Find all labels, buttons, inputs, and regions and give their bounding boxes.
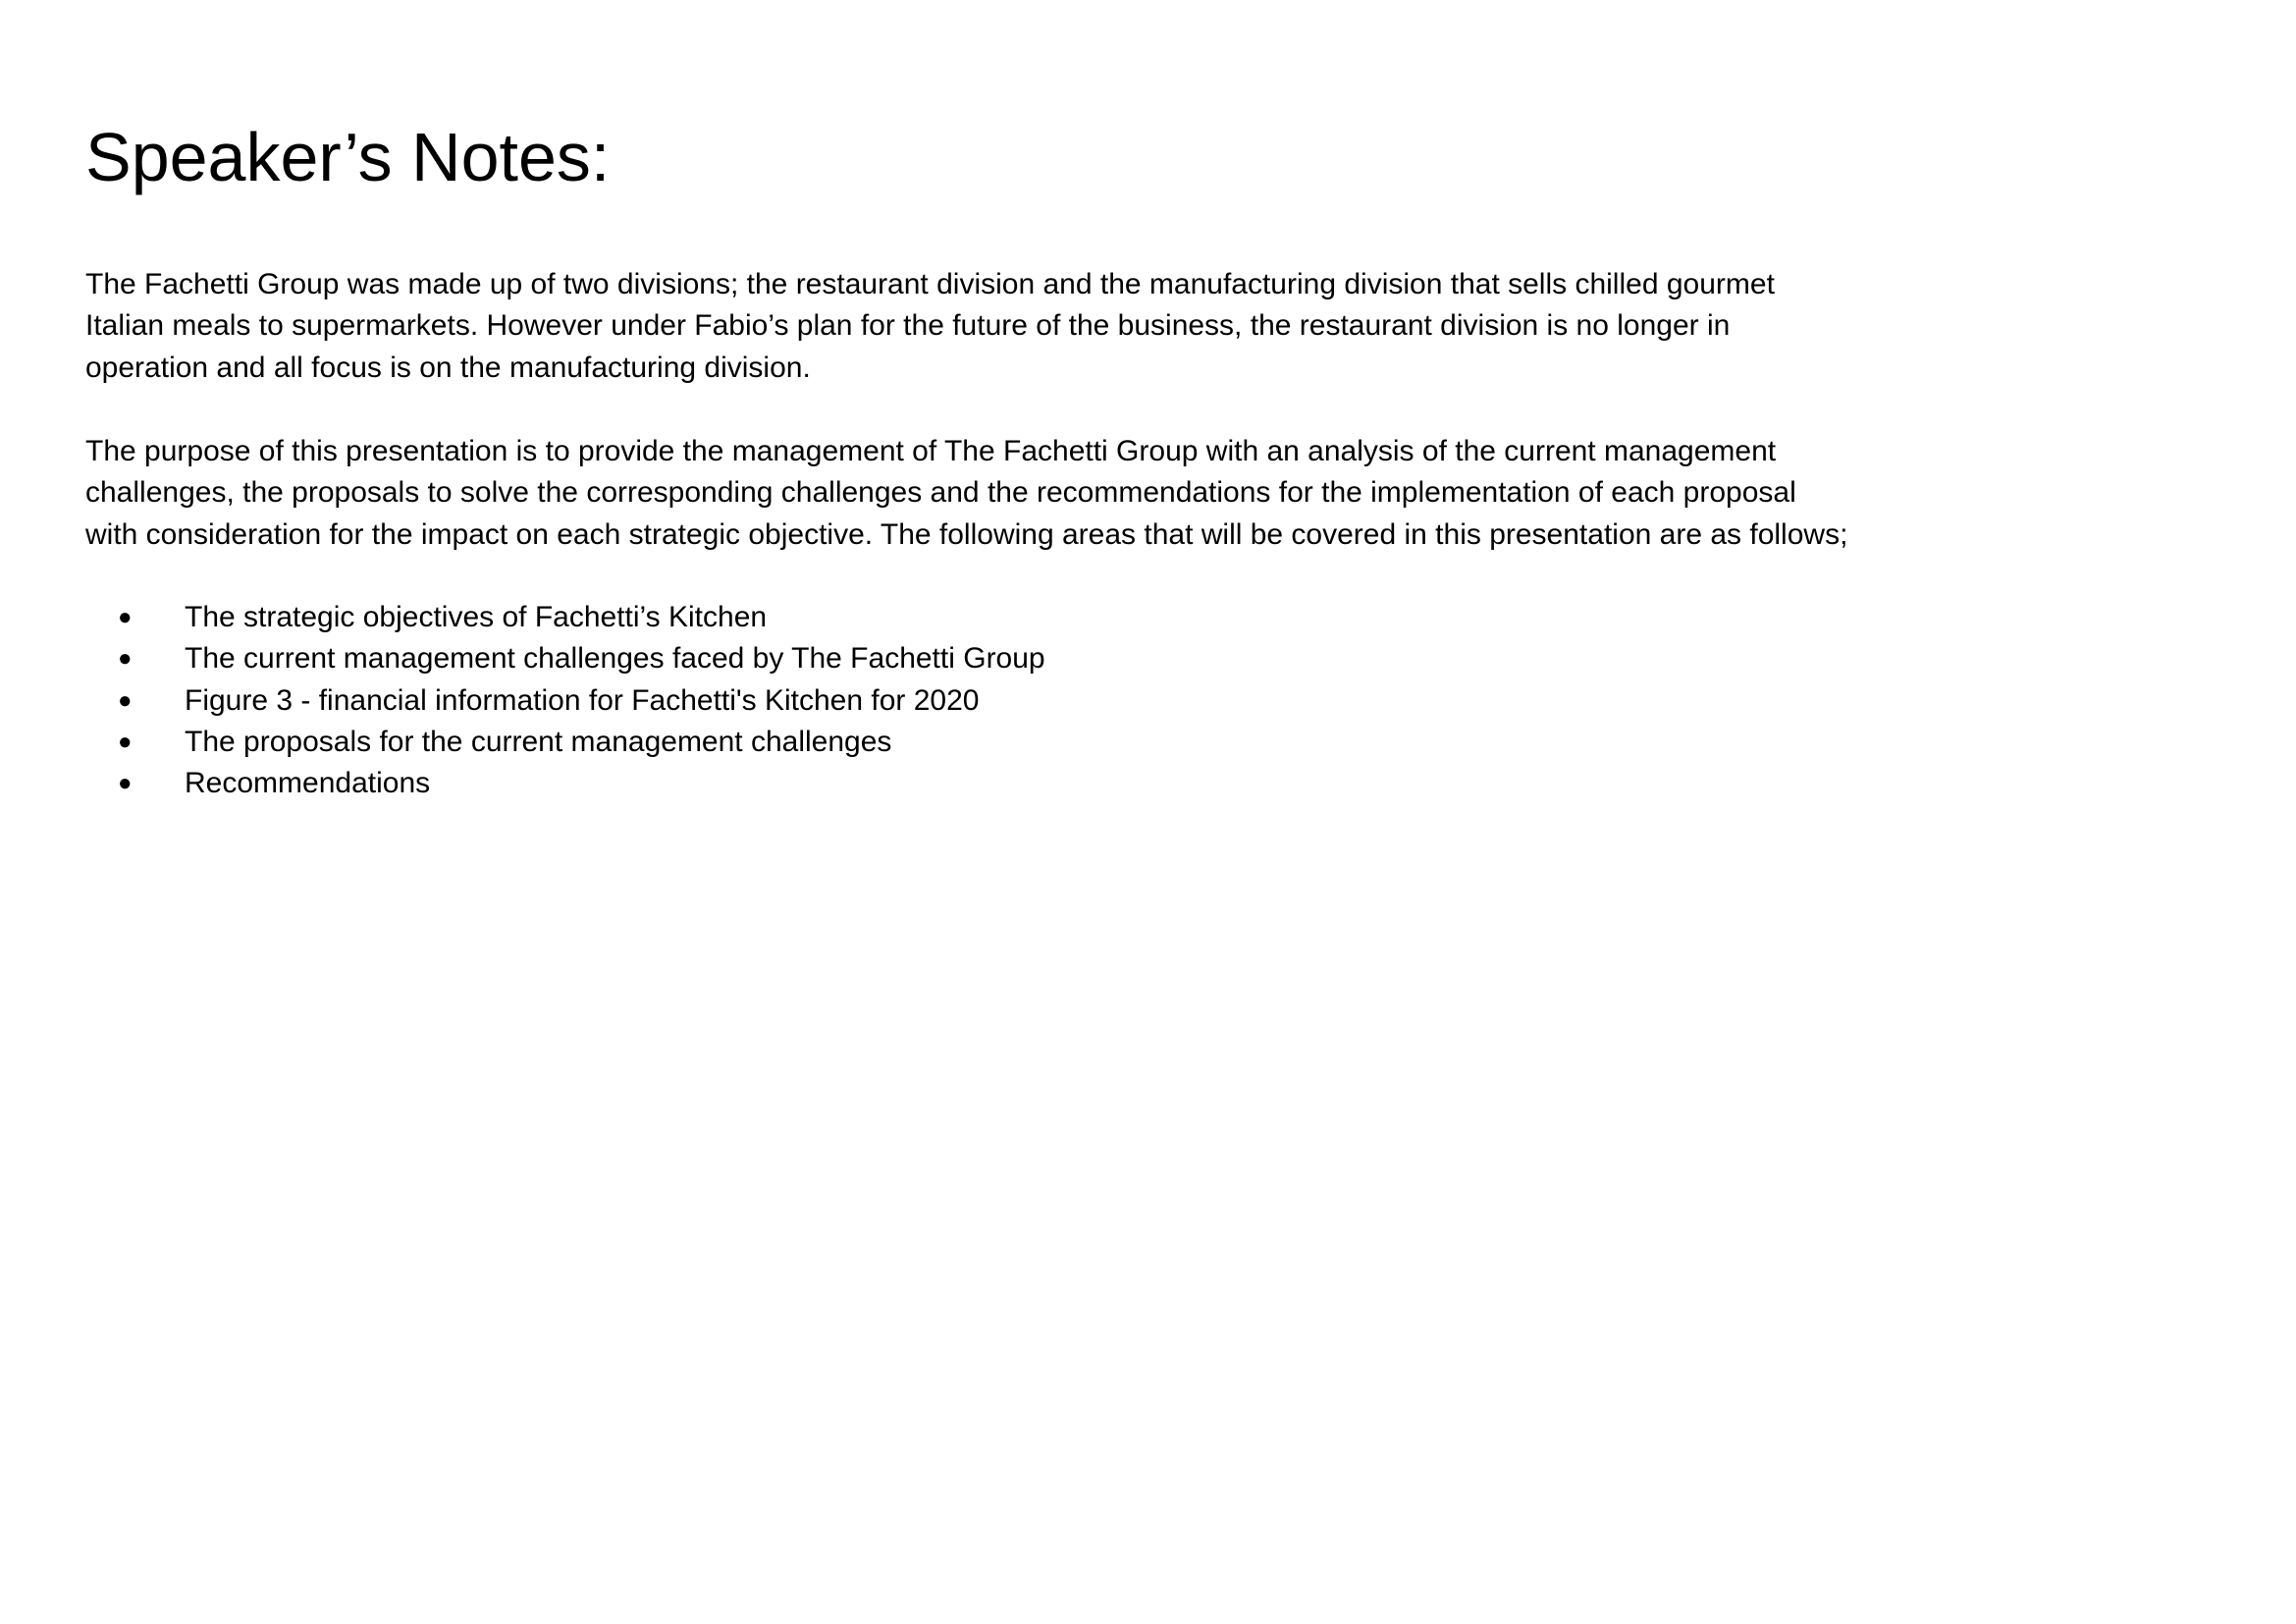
- bullet-icon: ●: [118, 645, 133, 673]
- list-item: [85, 680, 1045, 722]
- list-item: [85, 722, 1045, 763]
- purpose-paragraph: The purpose of this presentation is to provide the management of The Fachetti Group with an analysis of the current management challenges, the proposals to solve the corresponding challenges and the recommendations for the implementation of each proposal with consideration for the impact on each strategic objective. The following areas that will be covered in this presentation are as follows;: [85, 435, 1848, 551]
- bullet-icon: ●: [118, 686, 133, 714]
- list-item-text: The strategic objectives of Fachetti’s Kitchen: [185, 601, 768, 633]
- list-item: [85, 597, 1045, 638]
- list-item-text: The current management challenges faced by The Fachetti Group: [185, 642, 1045, 676]
- list-item-text: Recommendations: [185, 767, 431, 800]
- list-item-text: Figure 3 - financial information for Fachetti's Kitchen for 2020: [185, 683, 980, 717]
- page-title: Speaker’s Notes:: [85, 119, 611, 195]
- intro-paragraph: The Fachetti Group was made up of two divisions; the restaurant division and the manufacturing division that sells chilled gourmet Italian meals to supermarkets. However under Fabio’s plan for the future of the business, the restaurant division is no longer in operation and all focus is on the manufacturing division.: [85, 268, 1775, 384]
- bullet-icon: ●: [118, 770, 133, 797]
- bullet-icon: ●: [118, 728, 133, 755]
- list-item: [85, 638, 1045, 679]
- bullet-list: [85, 597, 1045, 804]
- list-item-text: The proposals for the current management challenges: [185, 725, 892, 758]
- bullet-icon: ●: [118, 604, 133, 630]
- list-item: [85, 763, 1045, 804]
